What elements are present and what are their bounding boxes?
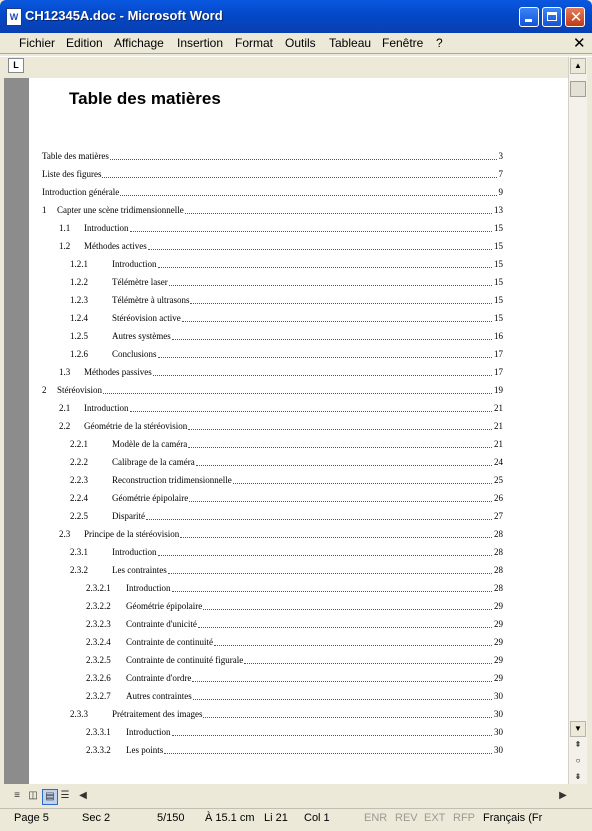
toc-entry[interactable]: [29, 529, 568, 541]
toc-entry-number: 2.2.4: [70, 493, 88, 503]
toc-leader-dots: [169, 279, 492, 286]
toc-entry-title: Conclusions: [112, 349, 157, 359]
horizontal-scrollbar[interactable]: [4, 787, 568, 805]
toc-entry-page: 21: [494, 421, 503, 431]
toc-entry-page: 30: [494, 709, 503, 719]
toc-entry-number: 2.3.2: [70, 565, 88, 575]
toc-leader-dots: [172, 585, 493, 592]
toc-leader-dots: [103, 387, 492, 394]
menu-insertion[interactable]: Insertion: [177, 36, 224, 50]
toc-leader-dots: [158, 261, 493, 268]
toc-leader-dots: [244, 657, 492, 664]
toc-leader-dots: [168, 567, 492, 574]
toc-leader-dots: [172, 729, 493, 736]
toc-entry[interactable]: [29, 277, 568, 289]
toc-entry-page: 25: [494, 475, 503, 485]
toc-leader-dots: [188, 441, 492, 448]
toc-leader-dots: [214, 639, 492, 646]
menu-affichage[interactable]: Affichage: [114, 36, 164, 50]
toc-entry-page: 30: [494, 727, 503, 737]
toc-leader-dots: [193, 693, 492, 700]
toc-entry[interactable]: [29, 511, 568, 523]
toc-entry[interactable]: [29, 475, 568, 487]
toc-entry-title: Autres systèmes: [112, 331, 171, 341]
toc-leader-dots: [196, 459, 492, 466]
status-rfp[interactable]: RFP: [453, 812, 475, 824]
toc-entry-title: Introduction: [126, 727, 171, 737]
toc-entry[interactable]: [29, 493, 568, 505]
toc-entry-title: Méthodes passives: [84, 367, 152, 377]
toc-entry[interactable]: [29, 403, 568, 415]
toc-entry-title: Autres contraintes: [126, 691, 192, 701]
toc-entry-title: Introduction: [84, 403, 129, 413]
toc-entry-title: Télémètre laser: [112, 277, 168, 287]
toc-entry-title: Disparité: [112, 511, 145, 521]
maximize-icon: [547, 12, 557, 21]
menu-format[interactable]: Format: [235, 36, 274, 50]
toc-entry-number: 2.3.1: [70, 547, 88, 557]
web-view-icon[interactable]: ◫: [28, 790, 38, 801]
menu-fenetre[interactable]: Fenêtre: [382, 36, 424, 50]
word-doc-icon[interactable]: W: [6, 8, 22, 26]
status-ext[interactable]: EXT: [424, 812, 446, 824]
toc-entry-page: 15: [494, 223, 503, 233]
toc-entry[interactable]: [29, 349, 568, 361]
toc-entry-page: 13: [494, 205, 503, 215]
toc-entry-page: 29: [494, 601, 503, 611]
toc-entry-title: Reconstruction tridimensionnelle: [112, 475, 232, 485]
toc-entry-page: 30: [494, 745, 503, 755]
toc-entry-page: 9: [498, 187, 503, 197]
toc-entry-title: Introduction: [84, 223, 129, 233]
minimize-button[interactable]: [519, 7, 539, 27]
toc-entry-page: 28: [494, 547, 503, 557]
maximize-button[interactable]: [542, 7, 562, 27]
toc-entry-title: Calibrage de la caméra: [112, 457, 195, 467]
toc-entry-title: Principe de la stéréovision: [84, 529, 180, 539]
toc-entry-page: 27: [494, 511, 503, 521]
toc-entry-number: 2.3.3: [70, 709, 88, 719]
toc-leader-dots: [172, 333, 492, 340]
close-icon: ✕: [569, 8, 583, 26]
toc-entry-number: 2.2.3: [70, 475, 88, 485]
toc-entry[interactable]: [29, 691, 568, 703]
toc-entry-page: 17: [494, 349, 503, 359]
toc-entry-page: 28: [494, 565, 503, 575]
toc-entry-number: 2.3.2.7: [86, 691, 111, 701]
status-language: Français (Fr: [483, 812, 543, 824]
toc-entry-number: 1.2.4: [70, 313, 88, 323]
toc-entry-title: Méthodes actives: [84, 241, 147, 251]
toc-entry[interactable]: [29, 205, 568, 217]
toc-leader-dots: [110, 153, 497, 160]
toc-entry-number: 2.3.2.3: [86, 619, 111, 629]
toc-entry-number: 1.1: [59, 223, 71, 233]
status-column: Col 1: [304, 812, 330, 824]
toc-entry-number: 2.3.2.6: [86, 673, 111, 683]
toc-entry-page: 24: [494, 457, 503, 467]
toc-entry-title: Introduction: [112, 547, 157, 557]
toc-entry[interactable]: [29, 619, 568, 631]
toc-entry-number: 1.2.2: [70, 277, 88, 287]
toc-entry[interactable]: [29, 637, 568, 649]
toc-entry-number: 2.3.3.1: [86, 727, 111, 737]
print-view-icon[interactable]: ▤: [42, 789, 58, 805]
toc-leader-dots: [188, 423, 492, 430]
status-line: Li 21: [264, 812, 288, 824]
toc-entry-number: 2.3.2.4: [86, 637, 111, 647]
toc-leader-dots: [185, 207, 492, 214]
toc-entry[interactable]: [29, 727, 568, 739]
toc-entry-title: Introduction générale: [42, 187, 120, 197]
toc-leader-dots: [233, 477, 492, 484]
document-area: [4, 78, 568, 784]
status-rev[interactable]: REV: [395, 812, 418, 824]
select-browse-object-icon[interactable]: ○: [575, 756, 581, 765]
toc-entry-number: 2.2.1: [70, 439, 88, 449]
window-title: CH12345A.doc - Microsoft Word: [25, 8, 223, 23]
toc-entry-page: 30: [494, 691, 503, 701]
toc-entry-page: 28: [494, 529, 503, 539]
status-section: Sec 2: [82, 812, 111, 824]
toc-entry-title: Géométrie épipolaire: [112, 493, 189, 503]
toc-leader-dots: [182, 315, 492, 322]
toc-entry-number: 2.2.5: [70, 511, 88, 521]
toc-entry-number: 1: [42, 205, 47, 215]
menu-outils[interactable]: Outils: [285, 36, 316, 50]
scroll-thumb[interactable]: [570, 81, 586, 97]
status-page-count: 5/150: [157, 812, 185, 824]
toc-entry-number: 1.2.5: [70, 331, 88, 341]
toc-entry-page: 29: [494, 673, 503, 683]
toc-entry[interactable]: [29, 367, 568, 379]
menu-bar: [0, 33, 592, 53]
toc-entry-page: 19: [494, 385, 503, 395]
toc-leader-dots: [180, 531, 492, 538]
toc-leader-dots: [189, 495, 492, 502]
toc-entry[interactable]: [29, 547, 568, 559]
toc-entry-page: 16: [494, 331, 503, 341]
toc-entry-page: 15: [494, 277, 503, 287]
toc-entry-number: 2.3: [59, 529, 71, 539]
toc-entry[interactable]: [29, 421, 568, 433]
toc-entry-number: 2.3.2.1: [86, 583, 111, 593]
toc-leader-dots: [148, 243, 492, 250]
toc-entry-page: 28: [494, 583, 503, 593]
status-page: Page 5: [14, 812, 49, 824]
toc-entry-number: 2.3.3.2: [86, 745, 111, 755]
toc-entry[interactable]: [29, 601, 568, 613]
toc-entry-title: Contrainte de continuité figurale: [126, 655, 244, 665]
close-button[interactable]: [565, 7, 585, 27]
title-bar: [0, 0, 592, 33]
toc-entry[interactable]: [29, 457, 568, 469]
toc-entry-title: Liste des figures: [42, 169, 102, 179]
toc-entry-title: Stéréovision: [57, 385, 102, 395]
toc-entry-page: 29: [494, 637, 503, 647]
toc-entry[interactable]: [29, 187, 568, 199]
toc-entry-number: 2.2: [59, 421, 71, 431]
arrow-up-icon[interactable]: ▲: [570, 58, 586, 74]
document-close-icon[interactable]: ✕: [573, 35, 586, 52]
toc-entry[interactable]: [29, 331, 568, 343]
toc-entry[interactable]: [29, 151, 568, 163]
outline-view-icon[interactable]: ☰: [60, 790, 70, 801]
toc-entry-page: 21: [494, 403, 503, 413]
toc-entry-title: Prétraitement des images: [112, 709, 203, 719]
ruler: [30, 57, 568, 77]
toc-entry[interactable]: [29, 169, 568, 181]
toc-entry-title: Géométrie épipolaire: [126, 601, 203, 611]
toc-entry[interactable]: [29, 673, 568, 685]
toc-entry-title: Capter une scène tridimensionnelle: [57, 205, 184, 215]
toc-entry-number: 1.2.1: [70, 259, 88, 269]
toc-entry-title: Géométrie de la stéréovision: [84, 421, 188, 431]
toc-entry-page: 29: [494, 619, 503, 629]
toc-entry-page: 17: [494, 367, 503, 377]
toc-entry-page: 15: [494, 259, 503, 269]
arrow-down-icon[interactable]: ▼: [570, 721, 586, 737]
toc-entry-page: 29: [494, 655, 503, 665]
menu-tableau[interactable]: Tableau: [329, 36, 372, 50]
toc-entry-title: Contrainte d'ordre: [126, 673, 192, 683]
toc-entry-number: 1.2.3: [70, 295, 88, 305]
toc-entry-title: Télémètre à ultrasons: [112, 295, 190, 305]
double-up-icon[interactable]: ⇞: [574, 740, 582, 749]
toc-entry-title: Les contraintes: [112, 565, 167, 575]
toc-entry-number: 2.3.2.5: [86, 655, 111, 665]
status-enr[interactable]: ENR: [364, 812, 388, 824]
toc-entry[interactable]: [29, 241, 568, 253]
menu-fichier[interactable]: Fichier: [19, 36, 56, 50]
toc-entry-number: 2.1: [59, 403, 71, 413]
menu-edition[interactable]: Edition: [66, 36, 103, 50]
toc-leader-dots: [203, 603, 492, 610]
toc-entry[interactable]: [29, 313, 568, 325]
toc-entry-page: 7: [498, 169, 503, 179]
toc-entry-page: 3: [498, 151, 503, 161]
toc-entry-number: 2.2.2: [70, 457, 88, 467]
toc-entry-title: Introduction: [126, 583, 171, 593]
toc-leader-dots: [190, 297, 492, 304]
document-page[interactable]: [29, 78, 568, 784]
toc-entry-page: 15: [494, 295, 503, 305]
toc-entry-title: Introduction: [112, 259, 157, 269]
toc-entry-page: 15: [494, 241, 503, 251]
toc-leader-dots: [203, 711, 492, 718]
toc-entry-number: 1.3: [59, 367, 71, 377]
minimize-icon: [525, 19, 532, 22]
toc-entry[interactable]: [29, 583, 568, 595]
toc-leader-dots: [198, 621, 492, 628]
toc-entry[interactable]: [29, 655, 568, 667]
toc-leader-dots: [130, 405, 493, 412]
toc-entry-title: Table des matières: [42, 151, 109, 161]
double-down-icon[interactable]: ⇟: [574, 772, 582, 781]
toc-leader-dots: [153, 369, 492, 376]
toc-entry[interactable]: [29, 565, 568, 577]
toc-entry[interactable]: [29, 385, 568, 397]
toc-leader-dots: [192, 675, 492, 682]
toc-entry[interactable]: [29, 223, 568, 235]
toc-leader-dots: [164, 747, 492, 754]
vertical-scrollbar[interactable]: [568, 57, 587, 784]
toc-entry[interactable]: [29, 439, 568, 451]
toc-entry-number: 1.2: [59, 241, 71, 251]
toc-entry-title: Contrainte d'unicité: [126, 619, 197, 629]
toc-entry[interactable]: [29, 745, 568, 757]
normal-view-icon[interactable]: ≡: [14, 790, 20, 801]
tab-selector[interactable]: L: [8, 58, 24, 73]
toc-leader-dots: [158, 549, 493, 556]
toc-leader-dots: [130, 225, 493, 232]
toc-entry-title: Les points: [126, 745, 164, 755]
toc-entry-title: Contrainte de continuité: [126, 637, 213, 647]
status-position: À 15.1 cm: [205, 812, 255, 824]
toc-entry-number: 1.2.6: [70, 349, 88, 359]
toc-leader-dots: [102, 171, 497, 178]
toc-leader-dots: [146, 513, 492, 520]
arrow-left-icon[interactable]: ◀: [79, 790, 87, 801]
menu-help[interactable]: ?: [436, 36, 443, 50]
toc-entry-title: Modèle de la caméra: [112, 439, 188, 449]
toc-entry[interactable]: [29, 709, 568, 721]
status-bar: [0, 808, 592, 831]
toc-entry-number: 2.3.2.2: [86, 601, 111, 611]
toc-leader-dots: [158, 351, 492, 358]
toc-entry-page: 15: [494, 313, 503, 323]
toc-entry-page: 26: [494, 493, 503, 503]
toc-entry-number: 2: [42, 385, 47, 395]
toc-entry-page: 21: [494, 439, 503, 449]
arrow-right-icon[interactable]: ▶: [559, 790, 567, 801]
page-heading: Table des matières: [69, 89, 221, 108]
toc-entry[interactable]: [29, 295, 568, 307]
toc-leader-dots: [120, 189, 497, 196]
toc-entry-title: Stéréovision active: [112, 313, 181, 323]
toc-entry[interactable]: [29, 259, 568, 271]
